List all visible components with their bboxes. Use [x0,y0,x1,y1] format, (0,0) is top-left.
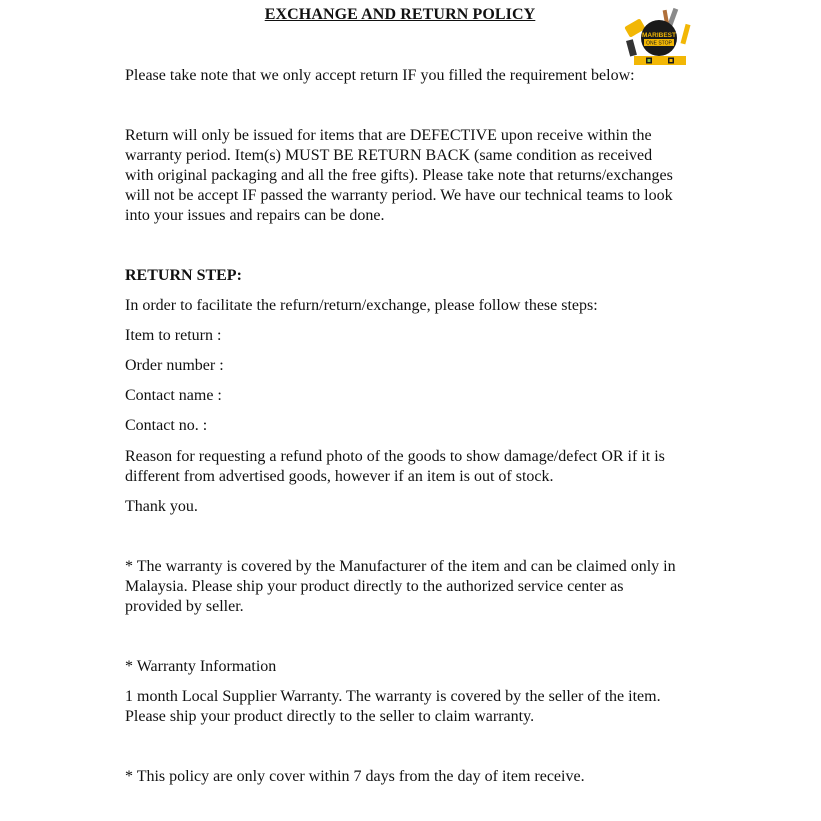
return-conditions-line: into your issues and repairs can be done. [125,207,385,224]
warranty-note-line: Malaysia. Please ship your product directly to the authorized service center as [125,578,624,595]
thank-you-text: Thank you. [125,498,198,515]
document-title: EXCHANGE AND RETURN POLICY [264,6,536,23]
field-contact-name: Contact name : [125,387,222,404]
refund-reason-line: Reason for requesting a refund photo of the goods to show damage/defect OR if it is [125,448,665,465]
refund-reason [125,447,685,487]
svg-text:ONE STOP: ONE STOP [646,40,672,47]
warranty-note [125,557,685,617]
warranty-info-line: Please ship your product directly to the seller to claim warranty. [125,708,535,725]
return-conditions-line: with original packaging and all the free gifts). Please take note that returns/exchanges [125,167,673,184]
maribest-logo [620,6,700,68]
warranty-info-line: 1 month Local Supplier Warranty. The warranty is covered by the seller of the item. [125,688,661,705]
return-step-heading: RETURN STEP: [125,267,242,284]
field-order-number: Order number : [125,357,224,374]
intro-text: Please take note that we only accept return IF you filled the requirement below: [125,67,635,84]
field-contact-no: Contact no. : [125,417,208,434]
warranty-info-heading: * Warranty Information [125,658,277,675]
return-step-instruction: In order to facilitate the refurn/return/exchange, please follow these steps: [125,297,598,314]
field-item-to-return: Item to return : [125,327,222,344]
return-conditions-line: Return will only be issued for items that are DEFECTIVE upon receive within the [125,127,652,144]
warranty-info-text [125,687,685,727]
policy-note: * This policy are only cover within 7 days from the day of item receive. [125,768,585,785]
refund-reason-line: different from advertised goods, however if an item is out of stock. [125,468,554,485]
tools-logo-icon [620,6,700,68]
warranty-note-line: * The warranty is covered by the Manufacturer of the item and can be claimed only in [125,558,676,575]
warranty-note-line: provided by seller. [125,598,244,615]
return-conditions-line: will not be accept IF passed the warranty period. We have our technical teams to look [125,187,673,204]
svg-text:MARIBEST: MARIBEST [642,32,676,39]
return-conditions-line: warranty period. Item(s) MUST BE RETURN BACK (same condition as received [125,147,653,164]
return-conditions [125,126,685,226]
